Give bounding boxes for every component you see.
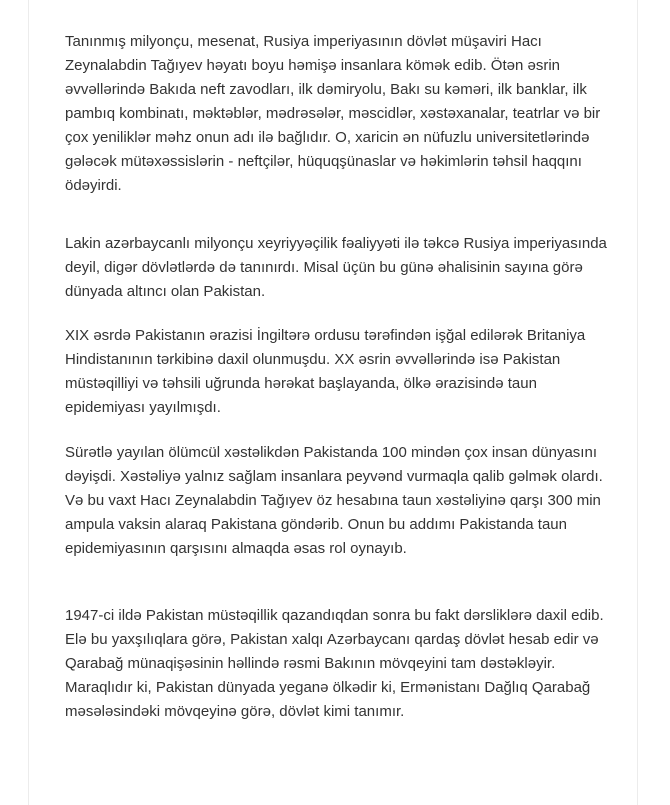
article-paragraph-2: Lakin azərbaycanlı milyonçu xeyriyyəçilik fəaliyyəti ilə təkcə Rusiya imperiyasında deyil, digər dövlətlərdə də tanınırdı. Misal üçün bu günə əhalisinin sayına görə dünyada altıncı olan Pakistan. xyxy=(65,235,607,300)
right-border-line xyxy=(637,0,638,805)
article-paragraph-1: Tanınmış milyonçu, mesenat, Rusiya imperiyasının dövlət müşaviri Hacı Zeynalabdin Tağıyev həyatı boyu həmişə insanlara kömək edib. Ötən əsrin əvvəllərində Bakıda neft zavodları, ilk dəmiryolu, Bakı su kəməri, ilk banklar, ilk pambıq kombinatı, məktəblər, mədrəsələr, məscidlər, xəstəxanalar, teatrlar və bir çox yeniliklər məhz onun adı ilə bağlıdır. O, xaricin ən nüfuzlu universitetlərində gələcək mütəxəssislərin - neftçilər, hüquqşünaslar və həkimlərin təhsil haqqını ödəyirdi. xyxy=(65,33,601,194)
left-border-line xyxy=(28,0,29,805)
article-paragraph-3: XIX əsrdə Pakistanın ərazisi İngiltərə ordusu tərəfindən işğal edilərək Britaniya Hindistanının tərkibinə daxil olunmuşdu. XX əsrin əvvəllərində isə Pakistan müstəqilliyi və təhsili uğrunda hərəkat başlayanda, ölkə ərazisində taun epidemiyası yayılmışdı. xyxy=(65,327,586,416)
article-paragraph-4: Sürətlə yayılan ölümcül xəstəlikdən Pakistanda 100 mindən çox insan dünyasını dəyişdi. Xəstəliyə yalnız sağlam insanlara peyvənd vurmaqla qalib gəlmək olardı. Və bu vaxt Hacı Zeynalabdin Tağıyev öz hesabına taun xəstəliyinə qarşı 300 min ampula vaksin alaraq Pakistana göndərib. Onun bu addımı Pakistanda taun epidemiyasının qarşısını almaqda əsas rol oynayıb. xyxy=(65,444,603,557)
article-paragraph-5: 1947-ci ildə Pakistan müstəqillik qazandıqdan sonra bu fakt dərsliklərə daxil edib. Elə bu yaxşılıqlara görə, Pakistan xalqı Azərbaycanı qardaş dövlət hesab edir və Qarabağ münaqişəsinin həllində rəsmi Bakının mövqeyini tam dəstəkləyir. Maraqlıdır ki, Pakistan dünyada yeganə ölkədir ki, Ermənistanı Dağlıq Qarabağ məsələsindəki mövqeyinə görə, dövlət kimi tanımır. xyxy=(65,607,604,720)
